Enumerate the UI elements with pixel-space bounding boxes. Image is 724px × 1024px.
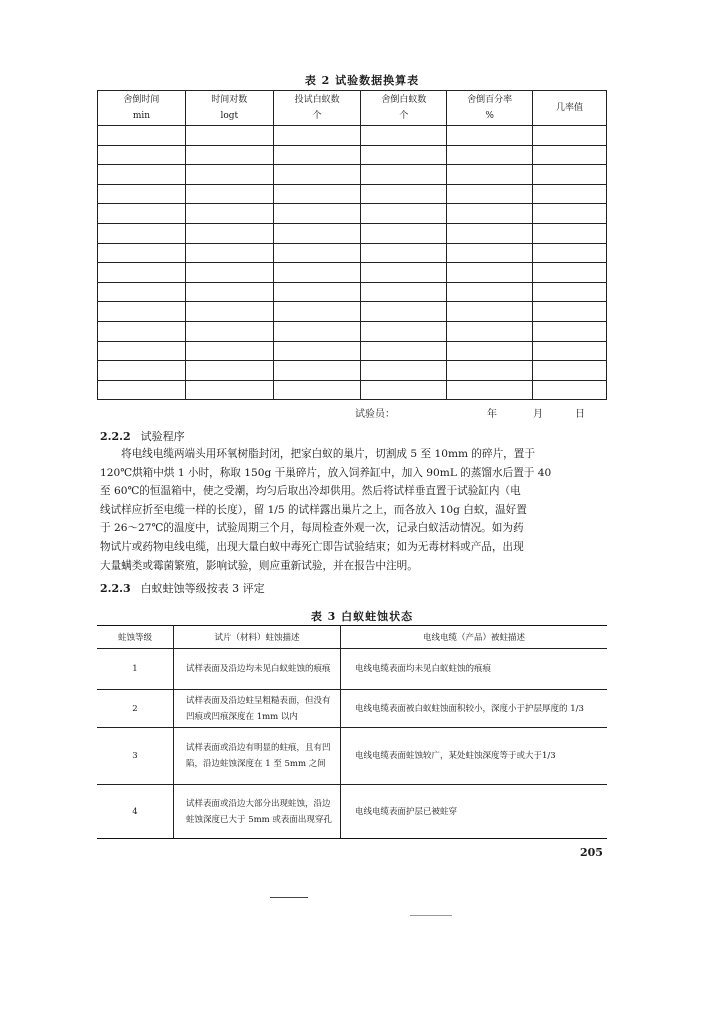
empty-cell xyxy=(533,145,607,165)
empty-cell xyxy=(533,321,607,341)
empty-cell xyxy=(447,165,533,185)
empty-cell xyxy=(273,282,361,302)
material-description-cell: 试样表面或沿边大部分出现蛀蚀，沿边蛀蚀深度已大于 5mm 或表面出现穿孔 xyxy=(174,785,341,839)
empty-cell xyxy=(533,126,607,146)
header-cell: 几率值 xyxy=(533,91,607,126)
table-row xyxy=(97,649,607,690)
termite-damage-grade-table xyxy=(97,625,607,839)
product-description-cell: 电线电缆表面蛀蚀较广，某处蛀蚀深度等于或大于1/3 xyxy=(341,728,608,785)
month-label: 月 xyxy=(533,409,543,420)
empty-cell xyxy=(447,126,533,146)
table-row xyxy=(98,223,607,243)
header-cell: 电线电缆（产品）被蛀描述 xyxy=(341,626,608,649)
grade-cell: 4 xyxy=(97,785,174,839)
empty-cell xyxy=(361,204,447,224)
paragraph-line: 大量螨类或霉菌繁殖，影响试验，则应重新试验，并在报告中注明。 xyxy=(100,559,418,572)
grade-cell: 1 xyxy=(97,649,174,690)
header-cell: 舍倒百分率 % xyxy=(447,91,533,126)
header-cell: 投试白蚁数 个 xyxy=(273,91,361,126)
empty-cell xyxy=(361,302,447,322)
empty-cell xyxy=(273,361,361,381)
empty-cell xyxy=(447,321,533,341)
empty-cell xyxy=(185,282,273,302)
table3-caption: 表 3 白蚁蛀蚀状态 xyxy=(310,610,414,623)
grade-cell: 3 xyxy=(97,728,174,785)
empty-cell xyxy=(98,282,186,302)
empty-cell xyxy=(98,263,186,283)
data-conversion-table xyxy=(97,90,607,400)
paragraph-line: 至 60℃的恒温箱中，使之受潮，均匀后取出冷却供用。然后将试样垂直置于试验缸内（电 xyxy=(100,485,521,498)
section-number: 2.2.3 xyxy=(100,582,131,595)
empty-cell xyxy=(361,282,447,302)
empty-cell xyxy=(361,145,447,165)
empty-cell xyxy=(447,302,533,322)
empty-cell xyxy=(533,223,607,243)
empty-cell xyxy=(273,380,361,400)
empty-cell xyxy=(185,243,273,263)
empty-cell xyxy=(361,263,447,283)
material-description-cell: 试样表面或沿边有明显的蛀痕，且有凹陷，沿边蛀蚀深度在 1 至 5mm 之间 xyxy=(174,728,341,785)
empty-cell xyxy=(185,184,273,204)
table-header-row xyxy=(97,626,607,649)
table-row xyxy=(98,361,607,381)
header-cell: 舍倒时间 min xyxy=(98,91,186,126)
empty-cell xyxy=(273,321,361,341)
day-label: 日 xyxy=(575,409,585,420)
header-cell: 蛀蚀等级 xyxy=(97,626,174,649)
empty-cell xyxy=(533,184,607,204)
year-label: 年 xyxy=(487,409,497,420)
empty-cell xyxy=(361,341,447,361)
table-row xyxy=(97,690,607,728)
section-2-2-3-heading xyxy=(100,580,265,596)
empty-cell xyxy=(273,165,361,185)
product-description-cell: 电线电缆表面均未见白蚁蛀蚀的痕痕 xyxy=(341,649,608,690)
table-row xyxy=(98,263,607,283)
section-title: 白蚁蛀蚀等级按表 3 评定 xyxy=(140,582,265,595)
empty-cell xyxy=(185,223,273,243)
table-header-row xyxy=(98,91,607,126)
empty-cell xyxy=(361,243,447,263)
empty-cell xyxy=(273,341,361,361)
header-cell: 时间对数 logt xyxy=(185,91,273,126)
table-row xyxy=(97,728,607,785)
empty-cell xyxy=(447,223,533,243)
table-row xyxy=(98,204,607,224)
table-row xyxy=(98,184,607,204)
empty-cell xyxy=(447,341,533,361)
section-number: 2.2.2 xyxy=(100,430,131,443)
empty-cell xyxy=(447,380,533,400)
product-description-cell: 电线电缆表面被白蚁蛀蚀面积较小，深度小于护层厚度的 1/3 xyxy=(341,690,608,728)
empty-cell xyxy=(98,204,186,224)
empty-cell xyxy=(533,302,607,322)
table-row xyxy=(98,282,607,302)
empty-cell xyxy=(447,145,533,165)
empty-cell xyxy=(185,302,273,322)
empty-cell xyxy=(98,302,186,322)
empty-cell xyxy=(533,263,607,283)
empty-cell xyxy=(533,243,607,263)
empty-cell xyxy=(361,165,447,185)
empty-cell xyxy=(273,263,361,283)
empty-cell xyxy=(447,361,533,381)
scan-mark xyxy=(410,915,452,916)
empty-cell xyxy=(361,380,447,400)
empty-cell xyxy=(185,361,273,381)
empty-cell xyxy=(273,243,361,263)
empty-cell xyxy=(447,243,533,263)
table2-caption: 表 2 试验数据换算表 xyxy=(304,74,420,87)
empty-cell xyxy=(361,184,447,204)
scan-mark xyxy=(270,897,308,898)
empty-cell xyxy=(361,321,447,341)
empty-cell xyxy=(185,263,273,283)
empty-cell xyxy=(98,243,186,263)
table-row xyxy=(98,165,607,185)
paragraph-line: 物试片或药物电线电缆，出现大量白蚁中毒死亡即告试验结束；如为无毒材料或产品，出现 xyxy=(100,540,524,553)
empty-cell xyxy=(447,184,533,204)
empty-cell xyxy=(447,282,533,302)
grade-cell: 2 xyxy=(97,690,174,728)
material-description-cell: 试样表面及沿边蛀呈粗糙表面，但没有凹痕或凹痕深度在 1mm 以内 xyxy=(174,690,341,728)
empty-cell xyxy=(98,184,186,204)
empty-cell xyxy=(273,184,361,204)
empty-cell xyxy=(98,361,186,381)
empty-cell xyxy=(533,380,607,400)
table-row xyxy=(98,321,607,341)
empty-cell xyxy=(361,126,447,146)
table-row xyxy=(98,341,607,361)
empty-cell xyxy=(533,204,607,224)
empty-cell xyxy=(98,126,186,146)
empty-cell xyxy=(273,302,361,322)
table-row xyxy=(98,302,607,322)
empty-cell xyxy=(185,165,273,185)
empty-cell xyxy=(98,380,186,400)
empty-cell xyxy=(185,204,273,224)
table-row xyxy=(98,380,607,400)
empty-cell xyxy=(533,165,607,185)
empty-cell xyxy=(273,126,361,146)
empty-cell xyxy=(273,145,361,165)
paragraph-line: 于 26～27℃的温度中，试验周期三个月，每周检查外观一次，记录白蚁活动情况。如为药 xyxy=(100,522,524,535)
section-2-2-2-heading xyxy=(100,428,185,444)
empty-cell xyxy=(533,361,607,381)
material-description-cell: 试样表面及沿边均未见白蚁蛀蚀的痕痕 xyxy=(174,649,341,690)
paragraph-line: 将电线电缆两端头用环氧树脂封闭，把家白蚁的巢片，切割成 5 至 10mm 的碎片，置于 xyxy=(121,448,535,460)
header-cell: 舍倒白蚁数 个 xyxy=(361,91,447,126)
table-row xyxy=(98,145,607,165)
section-title: 试验程序 xyxy=(140,430,185,443)
product-description-cell: 电线电缆表面护层已被蛀穿 xyxy=(341,785,608,839)
tester-label: 试验员： xyxy=(355,409,395,420)
procedure-paragraph xyxy=(100,445,610,575)
empty-cell xyxy=(361,223,447,243)
empty-cell xyxy=(98,145,186,165)
empty-cell xyxy=(273,204,361,224)
header-cell: 试片（材料）蛀蚀描述 xyxy=(174,626,341,649)
empty-cell xyxy=(447,263,533,283)
paragraph-line: 120℃烘箱中烘 1 小时，称取 150g 干巢碎片，放入饲养缸中，加入 90mL 的蒸馏水后置于 40 xyxy=(100,466,552,479)
empty-cell xyxy=(533,282,607,302)
empty-cell xyxy=(273,223,361,243)
empty-cell xyxy=(447,204,533,224)
page-number: 205 xyxy=(580,846,603,859)
empty-cell xyxy=(98,341,186,361)
empty-cell xyxy=(185,126,273,146)
table-row xyxy=(98,126,607,146)
empty-cell xyxy=(98,321,186,341)
empty-cell xyxy=(98,165,186,185)
empty-cell xyxy=(533,341,607,361)
paragraph-line: 线试样应折至电缆一样的长度），留 1/5 的试样露出巢片之上，而各放入 10g 白蚁，温好置 xyxy=(100,503,527,516)
empty-cell xyxy=(185,380,273,400)
table-row xyxy=(98,243,607,263)
table-row xyxy=(97,785,607,839)
empty-cell xyxy=(185,145,273,165)
empty-cell xyxy=(361,361,447,381)
empty-cell xyxy=(185,341,273,361)
empty-cell xyxy=(185,321,273,341)
empty-cell xyxy=(98,223,186,243)
